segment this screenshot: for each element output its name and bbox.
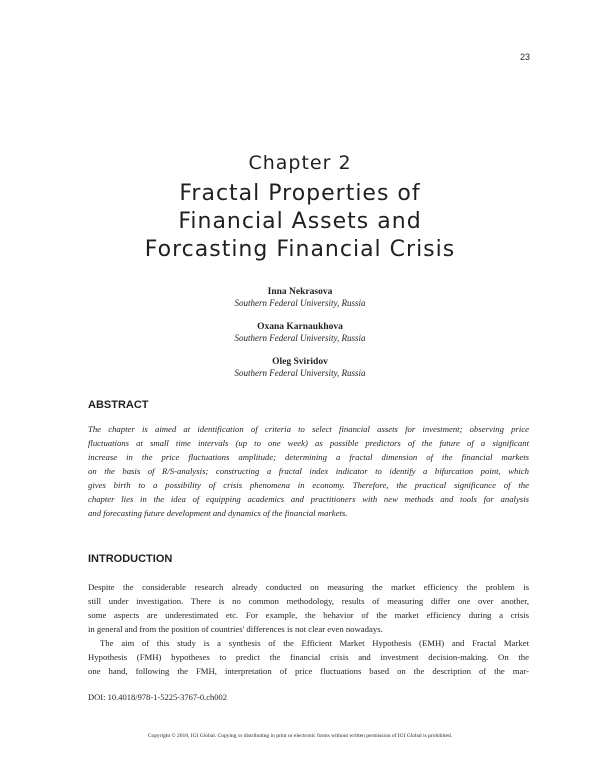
- introduction-line: Hypothesis (FMH) hypotheses to predict the financial crisis and investment decision-making. On the: [88, 652, 529, 662]
- abstract-line: on the basis of R/S-analysis; constructing a fractal index indicator to identify a bifurcation point, which: [88, 466, 529, 476]
- abstract-line: and forecasting future development and dynamics of the financial markets.: [88, 508, 348, 518]
- author-name: Oxana Karnaukhova: [257, 322, 343, 332]
- author-name: Inna Nekrasova: [267, 287, 333, 297]
- chapter-title-line: Fractal Properties of: [179, 181, 421, 206]
- abstract-body: [88, 422, 529, 520]
- introduction-body: [88, 580, 529, 678]
- abstract-line: increase in the price fluctuations amplitude; determining a fractal dimension of the financial markets: [88, 452, 529, 462]
- introduction-line: some aspects are underestimated etc. For example, the behavior of the market efficiency during a crisis: [88, 610, 529, 620]
- author-block: [0, 356, 600, 379]
- chapter-title-line: Forcasting Financial Crisis: [144, 237, 456, 262]
- doi: DOI: 10.4018/978-1-5225-3767-0.ch002: [88, 692, 228, 702]
- author-affiliation: Southern Federal University, Russia: [234, 368, 366, 378]
- author-affiliation: Southern Federal University, Russia: [234, 333, 366, 343]
- abstract-line: The chapter is aimed at identification of criteria to select financial assets for investment; observing price: [88, 424, 529, 434]
- abstract-line: chapter lies in the idea of equipping academics and practitioners with new methods and tools for analysis: [88, 494, 529, 504]
- author-affiliation: Southern Federal University, Russia: [234, 298, 366, 308]
- abstract-line: fluctuations at small time intervals (up to one week) as possible predictors of the future of a significant: [88, 438, 529, 448]
- copyright-notice: Copyright © 2018, IGI Global. Copying or distributing in print or electronic forms without written permission of IGI Global is prohibited.: [147, 733, 453, 739]
- author-block: [0, 286, 600, 309]
- abstract-line: gives birth to a possibility of crisis phenomena in economy. Therefore, the practical significance of the: [88, 480, 529, 490]
- chapter-label: Chapter 2: [248, 152, 352, 174]
- chapter-title: [0, 180, 600, 264]
- author-name: Oleg Sviridov: [272, 357, 328, 367]
- abstract-heading: ABSTRACT: [88, 399, 149, 411]
- introduction-line: still under investigation. There is no common methodology, results of measuring differ one over another,: [88, 596, 529, 606]
- introduction-line: in general and from the position of countries' differences is not clear even nowadays.: [88, 624, 383, 634]
- introduction-heading: INTRODUCTION: [88, 553, 173, 565]
- author-block: [0, 321, 600, 344]
- introduction-line: one hand, following the FMH, interpretation of price fluctuations based on the description of the mar-: [88, 666, 529, 676]
- introduction-line: The aim of this study is a synthesis of the Efficient Market Hypothesis (EMH) and Fractal Market: [100, 638, 529, 648]
- chapter-title-line: Financial Assets and: [178, 209, 422, 234]
- author-list: [0, 286, 600, 391]
- page-number: 23: [519, 52, 530, 62]
- introduction-line: Despite the considerable research already conducted on measuring the market efficiency the problem is: [88, 582, 529, 592]
